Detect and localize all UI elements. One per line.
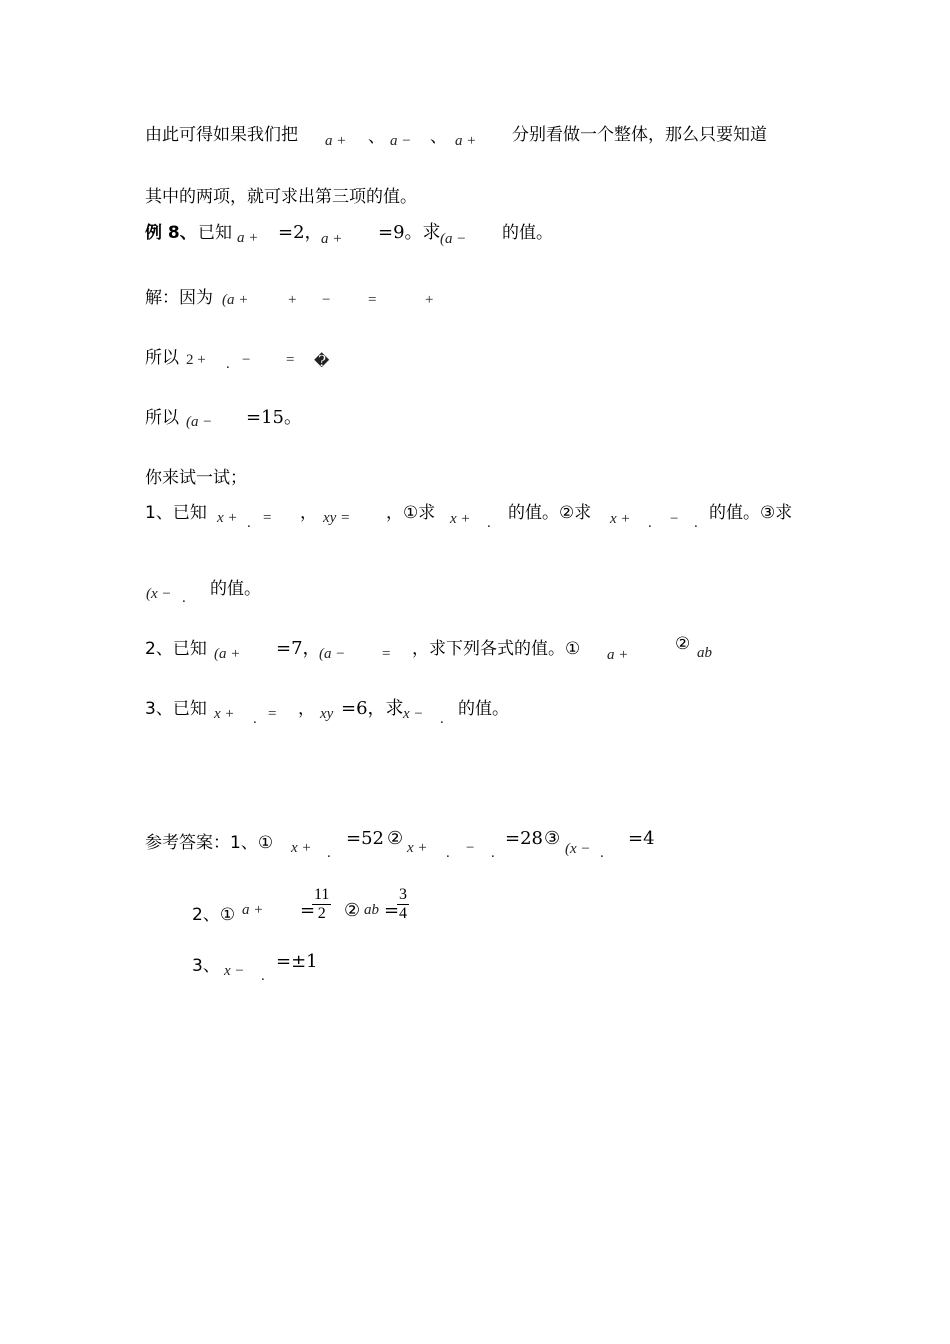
value: =28 <box>505 828 543 849</box>
operator: = <box>368 292 377 308</box>
expr: xy = <box>323 510 351 526</box>
dot: . <box>446 845 450 861</box>
example-text: 的值。 <box>502 223 553 243</box>
value: =15。 <box>246 407 302 428</box>
expr: x + <box>450 511 471 527</box>
example-text: 已知 <box>198 223 232 243</box>
intro-text-3: 其中的两项，就可求出第三项的值。 <box>145 187 417 207</box>
expr-a-minus: a − <box>390 133 412 149</box>
comma: ， <box>298 699 315 719</box>
operator: + <box>288 292 297 308</box>
answer-2-label: 2、① <box>192 905 236 925</box>
operator: = <box>263 510 272 526</box>
expr: a + <box>237 230 259 246</box>
fraction-3-4 <box>397 886 409 923</box>
dot: . <box>487 515 491 531</box>
circled-number: ② <box>344 900 361 921</box>
expr: (a + <box>214 646 241 662</box>
operator: − <box>466 840 475 856</box>
denominator: 2 <box>317 905 326 922</box>
step-label: 所以 <box>145 408 179 428</box>
q1-text: 的值。②求 <box>508 503 592 523</box>
operator: = <box>286 352 295 368</box>
expr: xy <box>320 706 334 722</box>
q3-text: 3、已知 <box>145 699 207 719</box>
q1-text: 的值。 <box>210 579 261 599</box>
equals: = <box>384 900 400 921</box>
operator: − <box>322 292 331 308</box>
expr: a + <box>242 902 264 918</box>
q1-text: ，①求 <box>386 503 436 523</box>
q2-text: 2、已知 <box>145 639 207 659</box>
value: =7， <box>276 638 321 659</box>
numerator: 3 <box>399 886 407 903</box>
expr: (x − <box>146 586 172 602</box>
operator: − <box>670 511 679 527</box>
expr-a-plus: a + <box>325 133 347 149</box>
example-label: 例 8、 <box>145 223 197 243</box>
expr: a + <box>321 231 343 247</box>
answer-3-label: 3、 <box>192 956 220 976</box>
q1-text: 的值。③求 <box>709 503 793 523</box>
numerator: 11 <box>314 886 330 903</box>
solution-label: 解：因为 <box>145 288 213 308</box>
value: =±1 <box>276 951 318 972</box>
dot: . <box>491 845 495 861</box>
dot: . <box>440 711 444 727</box>
circled-number: ③ <box>544 828 561 849</box>
circled-number: ② <box>387 828 404 849</box>
expr: ab <box>697 645 712 661</box>
value: =4 <box>628 828 655 849</box>
operator: = <box>268 706 277 722</box>
expr: (x − <box>565 841 591 857</box>
fraction-11-2 <box>312 886 331 923</box>
denominator: 4 <box>399 905 407 922</box>
separator: 、 <box>368 127 385 147</box>
value: =9。求 <box>378 222 441 243</box>
expr: x + <box>214 706 235 722</box>
expr: (a + <box>222 292 249 308</box>
value: =2， <box>278 222 323 243</box>
dot: . <box>253 711 257 727</box>
glyph: � <box>314 354 330 370</box>
q1-text: 1、已知 <box>145 503 207 523</box>
expr: (a − <box>186 414 213 430</box>
expr: x − <box>224 963 245 979</box>
operator: = <box>382 646 391 662</box>
dot: . <box>182 590 186 606</box>
expr: (a − <box>319 646 346 662</box>
q3-text: 的值。 <box>458 699 509 719</box>
answers-label: 参考答案：1、① <box>145 833 274 853</box>
separator: 、 <box>430 127 447 147</box>
expr: a + <box>607 647 629 663</box>
intro-text-2: 分别看做一个整体，那么只要知道 <box>512 125 767 145</box>
expr: ab <box>364 902 379 918</box>
expr: x + <box>610 511 631 527</box>
expr: x + <box>217 510 238 526</box>
expr: x + <box>407 840 428 856</box>
value: =6，求 <box>341 698 404 719</box>
dot: . <box>327 845 331 861</box>
dot: . <box>648 515 652 531</box>
dot: . <box>261 968 265 984</box>
intro-text-1: 由此可得如果我们把 <box>145 125 298 145</box>
q2-text: ，求下列各式的值。① <box>412 639 581 659</box>
expr: (a − <box>440 231 467 247</box>
dot: . <box>247 515 251 531</box>
expr: x + <box>291 840 312 856</box>
step-label: 所以 <box>145 348 179 368</box>
dot: . <box>600 845 604 861</box>
try-title: 你来试一试； <box>145 468 247 488</box>
expr-a-sq-plus: a + <box>455 133 477 149</box>
value: =52 <box>346 828 384 849</box>
operator: − <box>242 352 251 368</box>
q2-text: ② <box>675 634 691 654</box>
dot: . <box>226 356 230 372</box>
comma: ， <box>300 503 317 523</box>
dot: . <box>694 515 698 531</box>
operator: + <box>425 292 434 308</box>
expr: 2 + <box>186 352 206 368</box>
equals: = <box>300 900 316 921</box>
expr: x − <box>403 706 424 722</box>
